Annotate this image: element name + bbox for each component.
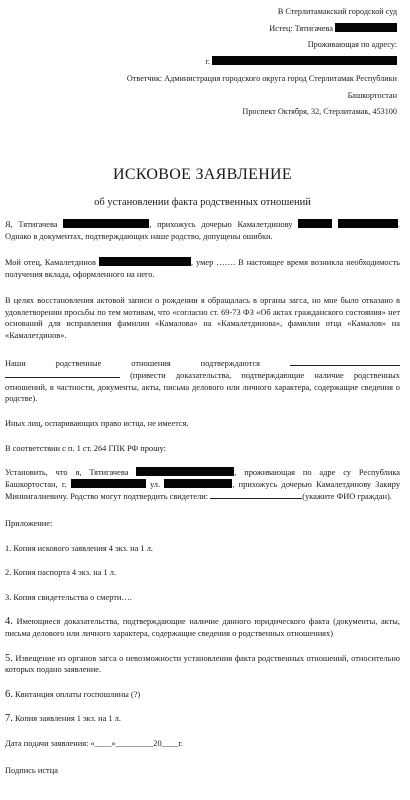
text-fragment: Установить, что я, Тятигачева [5, 468, 129, 478]
defendant-address: Проспект Октября, 32, Стерлитамак, 453100 [242, 107, 397, 117]
redacted-block [335, 23, 397, 32]
attachment-number: 4. [5, 616, 13, 628]
paragraph-evidence [5, 357, 400, 405]
paragraph-father [5, 257, 400, 280]
document-title: ИСКОВОЕ ЗАЯВЛЕНИЕ [113, 165, 292, 183]
plaintiff-label: Истец: Тятигачева [269, 23, 333, 33]
attachment-number: 6. [5, 688, 13, 700]
text-fragment: (укажите ФИО граждан). [302, 492, 392, 502]
redacted-block [164, 479, 232, 488]
paragraph-no-disputes: Иных лиц, оспаривающих право истца, не имеется. [5, 419, 189, 429]
text-fragment: (привести доказательства, подтверждающие наличие родственных отношений, в частности, документы, акты, письма делового или личного характера, содержащие сведения о родстве). [5, 371, 400, 404]
attachment-4 [5, 616, 400, 639]
redacted-block [63, 219, 149, 228]
paragraph-establish [5, 467, 400, 503]
redacted-block [338, 219, 398, 228]
attachment-3: 3. Копия свидетельства о смерти…. [5, 592, 132, 602]
attachment-2: 2. Копия паспорта 4 экз. на 1 л. [5, 568, 117, 578]
paragraph-registry: В целях восстановления актовой записи о рождении я обращалась в органы загса, но мне было отказано в удовлетворении просьбы по тем мотивам, что «согласно ст. 69-73 ФЗ «Об актах гражданского состояния» нет оснований для исправления фамилии «Камалова» на «Камалетдинова», фамилии отца «Камалов» на «Камалетдинов». [5, 296, 400, 341]
redacted-block [71, 479, 146, 488]
text-fragment: ул. [149, 479, 161, 489]
court-name: В Стерлитамакский городской суд [277, 7, 397, 16]
plaintiff-line [5, 21, 397, 38]
text-fragment: Я, Тятигачева [5, 219, 58, 229]
attachment-6 [5, 689, 400, 701]
attachment-number: 7. [5, 713, 13, 725]
blank-line [5, 369, 120, 378]
attachment-7 [5, 713, 400, 725]
text-fragment: Имеющиеся доказательства, подтверждающие наличие данного юридического факта (документы, акты, письма делового или личного характера, содержащие сведения о родственных отношениях) [5, 617, 400, 638]
attachment-5 [5, 653, 400, 676]
filing-date: Дата подачи заявления: «____»_________20____г. [5, 738, 184, 748]
redacted-block [212, 56, 397, 65]
document-header [5, 4, 397, 121]
redacted-block [99, 257, 191, 266]
text-fragment: Наши родственные отношения подтверждаются [5, 358, 261, 368]
attachments-title: Приложение: [5, 519, 53, 529]
document-body [5, 219, 400, 776]
text-fragment: , проживающая по адре су Республика Башкортостан, г. [5, 468, 400, 489]
attachment-1: 1. Копия искового заявления 4 экз. на 1 л. [5, 543, 153, 553]
paragraph-plaintiff [5, 219, 400, 242]
text-fragment: . Однако в документах, подтверждающих наше родство, допущены ошибки. [5, 219, 401, 241]
residing-label: Проживающая по адресу: [307, 40, 397, 50]
city-prefix: г. [205, 57, 210, 67]
text-fragment: Копия заявления 1 экз. на 1 л. [12, 714, 121, 724]
attachment-number: 5. [5, 652, 13, 664]
defendant-line-2: Башкортостан [347, 90, 397, 100]
text-fragment: Квитанция оплаты госпошлины (?) [12, 689, 141, 699]
blank-line [210, 490, 302, 499]
text-fragment: , умер ……. В настоящее время возникла необходимость получения вклада, оформленного на него. [5, 258, 400, 279]
document-subtitle: об установлении факта родственных отношений [94, 196, 311, 208]
text-fragment: Мой отец, Камалетдинов [5, 258, 96, 268]
address-line [5, 54, 397, 71]
redacted-block [136, 467, 234, 476]
defendant-line-1: Ответчик: Администрация городского округа город Стерлитамак Республики [126, 73, 397, 83]
text-fragment: , прихожусь дочерью Камалетдинову Закиру Миннигалиевичу. Родство могут подтвердить свидетели: [5, 479, 401, 502]
paragraph-request: В соответствии с п. 1 ст. 264 ГПК РФ прошу: [5, 443, 166, 453]
blank-line [290, 357, 400, 366]
text-fragment: , прихожусь дочерью Камалетдинову [149, 219, 293, 229]
redacted-block [298, 219, 332, 228]
signature-label: Подпись истца [5, 765, 58, 775]
text-fragment: Извещение из органов загса о невозможности установления факта родственных отношений, относительно которых подано заявление. [5, 653, 400, 675]
